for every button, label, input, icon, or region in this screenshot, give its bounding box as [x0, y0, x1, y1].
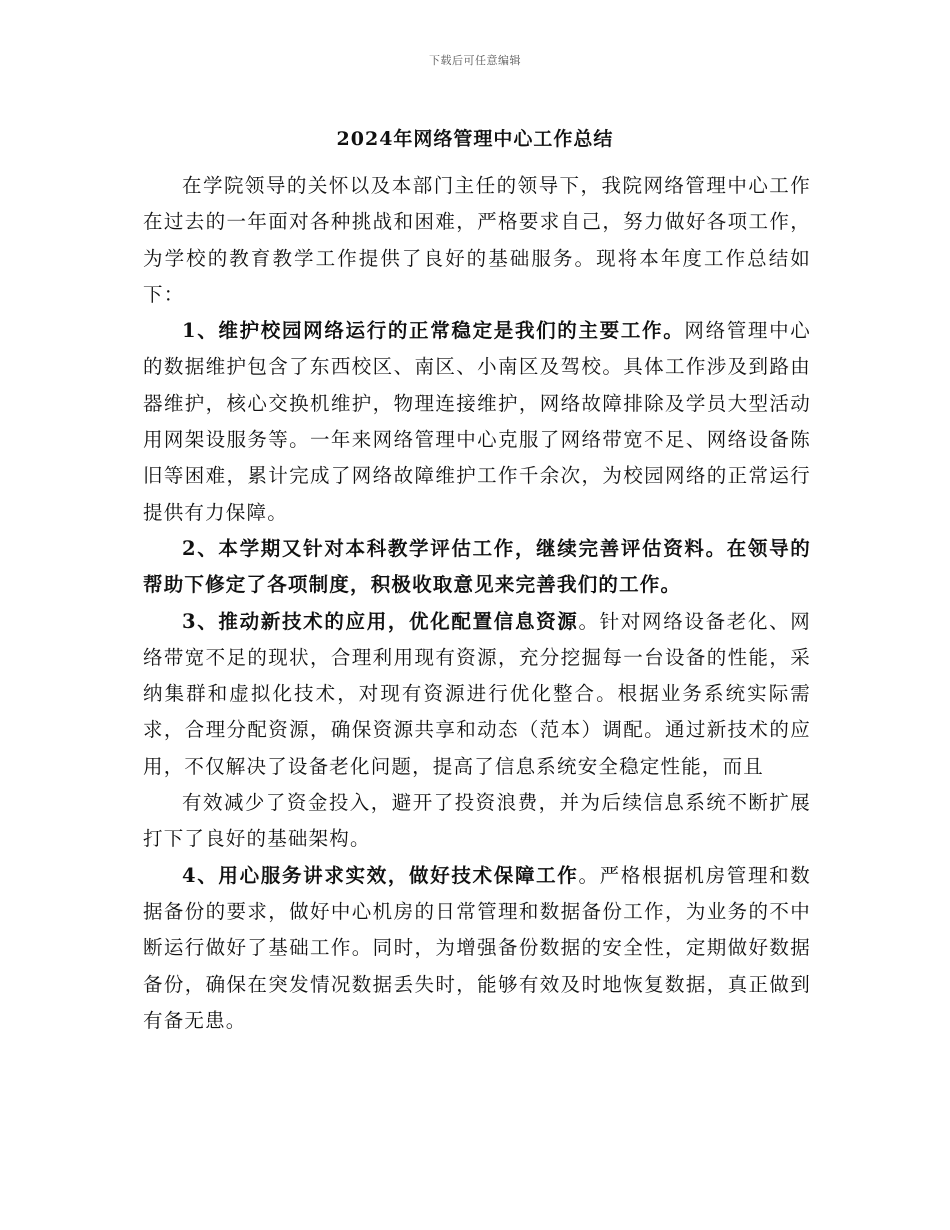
- paragraph-item-2: [143, 531, 811, 604]
- paragraph-lead-3: 3、推动新技术的应用，优化配置信息资源: [182, 609, 579, 633]
- paragraph-item-3-continued: [143, 785, 811, 858]
- paragraph-lead-2: 2、本学期又针对本科教学评估工作，继续完善评估资料。在领导的帮助下修定了各项制度，积极收取意见来完善我们的工作。: [143, 536, 811, 597]
- paragraph-lead-4: 4、用心服务讲求实效，做好技术保障工作: [182, 863, 579, 887]
- document-body: [143, 168, 811, 1039]
- page-header-note: 下载后可任意编辑: [429, 54, 521, 67]
- paragraph-text-4: 。严格根据机房管理和数据备份的要求，做好中心机房的日常管理和数据备份工作，为业务的不中断运行做好了基础工作。同时，为增强备份数据的安全性，定期做好数据备份，确保在突发情况数据丢失时，能够有效及时地恢复数据，真正做到有备无患。: [143, 863, 812, 1032]
- paragraph-item-1: [143, 313, 811, 531]
- paragraph-lead-1: 1、维护校园网络运行的正常稳定是我们的主要工作。: [182, 319, 685, 343]
- paragraph-text-3b: 有效减少了资金投入，避开了投资浪费，并为后续信息系统不断扩展打下了良好的基础架构。: [143, 791, 811, 851]
- paragraph-text-1: 网络管理中心的数据维护包含了东西校区、南区、小南区及驾校。具体工作涉及到路由器维护，核心交换机维护，物理连接维护，网络故障排除及学员大型活动用网架设服务等。一年来网络管理中心克服了网络带宽不足、网络设备陈旧等困难，累计完成了网络故障维护工作千余次，为校园网络的正常运行提供有力保障。: [143, 319, 811, 524]
- intro-paragraph: 在学院领导的关怀以及本部门主任的领导下，我院网络管理中心工作在过去的一年面对各种挑战和困难，严格要求自己，努力做好各项工作，为学校的教育教学工作提供了良好的基础服务。现将本年度工作总结如下：: [143, 174, 811, 306]
- paragraph-item-3: [143, 604, 811, 785]
- document-title: 2024年网络管理中心工作总结: [336, 128, 614, 150]
- paragraph-item-4: [143, 858, 811, 1039]
- paragraph-text-3: 。针对网络设备老化、网络带宽不足的现状，合理利用现有资源，充分挖掘每一台设备的性能，采纳集群和虚拟化技术，对现有资源进行优化整合。根据业务系统实际需求，合理分配资源，确保资源共享和动态（范本）调配。通过新技术的应用，不仅解决了设备老化问题，提高了信息系统安全稳定性能，而且: [143, 609, 812, 778]
